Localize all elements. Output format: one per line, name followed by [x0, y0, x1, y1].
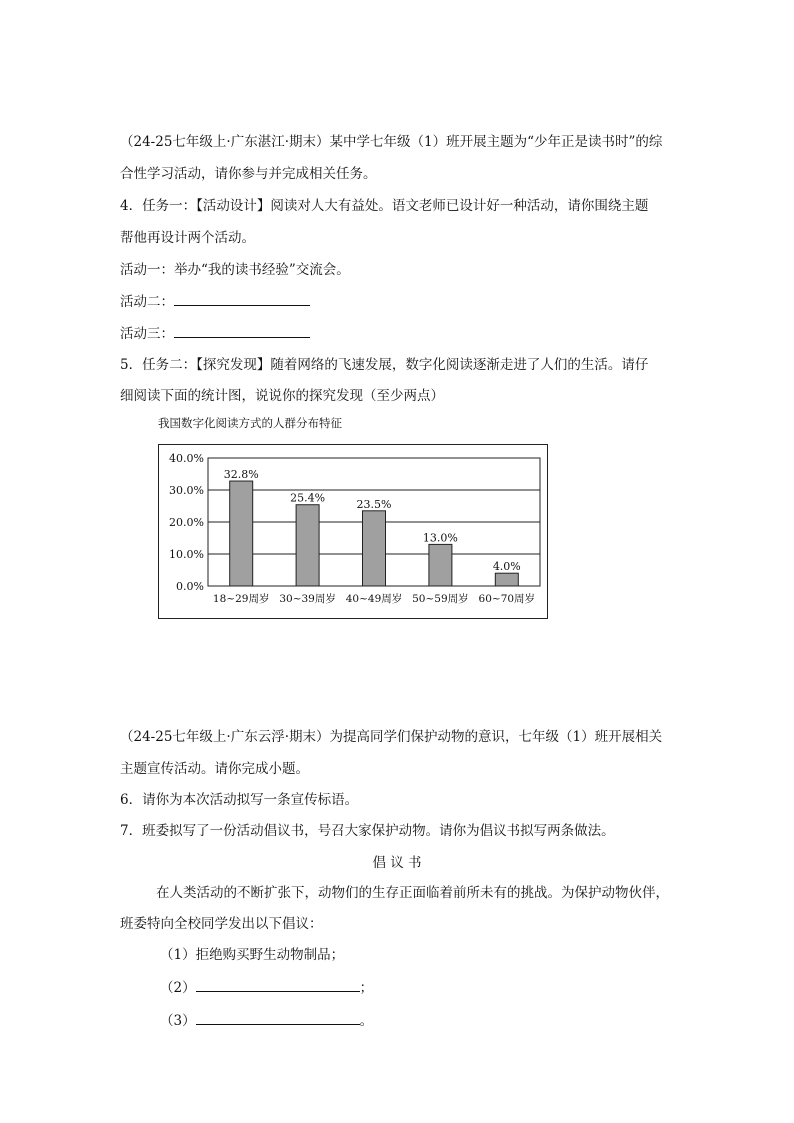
activity-2-answer-blank[interactable] [174, 291, 310, 306]
activity-1: 活动一：举办“我的读书经验”交流会。 [120, 262, 350, 278]
bar [230, 481, 253, 586]
proposal-item-2-end: ； [359, 980, 374, 996]
question-6: 6．请你为本次活动拟写一条宣传标语。 [120, 792, 359, 808]
x-tick-label: 50~59周岁 [412, 593, 469, 605]
y-tick-label: 20.0% [169, 516, 204, 529]
question-7: 7．班委拟写了一份活动倡议书，号召大家保护动物。请你为倡议书拟写两条做法。 [120, 823, 615, 839]
y-tick-label: 0.0% [176, 580, 204, 593]
proposal-paragraph-line-2: 班委特向全校同学发出以下倡议： [120, 916, 323, 932]
bar-data-label: 23.5% [356, 497, 392, 511]
question-4-line-1: 4．任务一：【活动设计】阅读对人大有益处。语文老师已设计好一种活动，请你围绕主题 [120, 198, 649, 214]
y-tick-label: 30.0% [169, 484, 204, 497]
x-tick-label: 40~49周岁 [345, 593, 403, 605]
proposal-title: 倡 议 书 [372, 855, 422, 871]
activity-3-answer-blank[interactable] [174, 323, 310, 338]
proposal-item-2-label: （2） [160, 980, 196, 996]
proposal-item-3-answer-blank[interactable] [196, 1010, 360, 1025]
x-tick-label: 60~70周岁 [478, 593, 536, 605]
intro-2-line-1: （24-25七年级上·广东云浮·期末）为提高同学们保护动物的意识，七年级（1）班开展相关 [120, 729, 663, 745]
proposal-item-3-end: 。 [359, 1013, 374, 1029]
chart-title: 我国数字化阅读方式的人群分布特征 [158, 416, 342, 430]
intro-line-2: 合性学习活动，请你参与并完成相关任务。 [120, 166, 377, 182]
proposal-item-3 [160, 1010, 373, 1031]
bar [429, 544, 452, 586]
bar-chart [158, 444, 548, 619]
bar-chart-svg [159, 445, 547, 618]
bar [296, 505, 319, 586]
proposal-item-2-answer-blank[interactable] [196, 977, 360, 992]
proposal-item-3-label: （3） [160, 1013, 196, 1029]
question-5-line-2: 细阅读下面的统计图，说说你的探究发现（至少两点） [120, 388, 444, 404]
bar-data-label: 13.0% [422, 531, 458, 545]
question-4-line-2: 帮他再设计两个活动。 [120, 230, 255, 246]
y-tick-label: 10.0% [169, 548, 204, 561]
bar-data-label: 32.8% [223, 468, 259, 482]
activity-2-row [120, 291, 310, 312]
bar-data-label: 4.0% [492, 560, 521, 574]
intro-line-1: （24-25七年级上·广东湛江·期末）某中学七年级（1）班开展主题为“少年正是读书时”的综 [120, 134, 663, 150]
x-tick-label: 18~29周岁 [212, 593, 270, 605]
proposal-item-2 [160, 977, 373, 998]
activity-2-label: 活动二： [120, 294, 174, 310]
activity-3-label: 活动三： [120, 326, 174, 342]
bar-data-label: 25.4% [290, 491, 326, 505]
y-tick-label: 40.0% [169, 452, 204, 465]
proposal-item-1: （1）拒绝购买野生动物制品； [160, 947, 345, 963]
bar [495, 573, 518, 586]
bar [363, 511, 386, 586]
question-5-line-1: 5．任务二：【探究发现】随着网络的飞速发展，数字化阅读逐渐走进了人们的生活。请仔 [120, 357, 649, 373]
intro-2-line-2: 主题宣传活动。请你完成小题。 [120, 761, 309, 777]
x-tick-label: 30~39周岁 [279, 593, 336, 605]
activity-3-row [120, 323, 310, 344]
proposal-paragraph-line-1: 在人类活动的不断扩张下，动物们的生存正面临着前所未有的挑战。为保护动物伙伴， [156, 885, 669, 901]
